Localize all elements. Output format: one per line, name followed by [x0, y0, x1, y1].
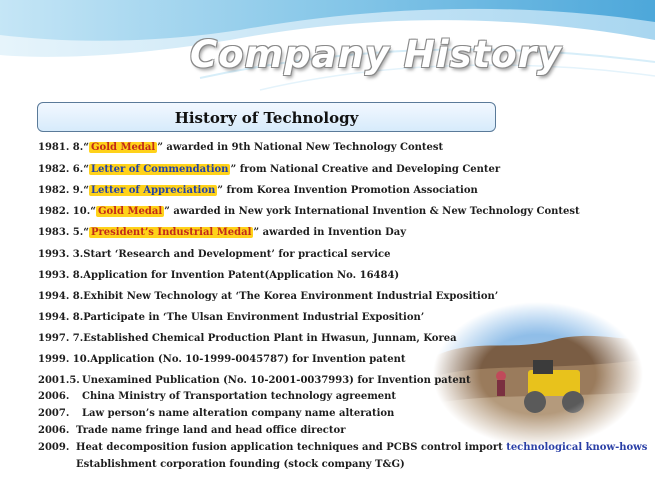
timeline-date: 2001.5.: [38, 375, 80, 386]
timeline-text: from National Creative and Developing Center: [236, 164, 501, 175]
timeline-text: from Korea Invention Promotion Association: [223, 185, 478, 196]
timeline-item: [38, 354, 406, 366]
timeline-item: 1982. 10.“ Gold Medal ” awarded in New york International Invention & New Technology Contest: [38, 206, 580, 217]
timeline-item: [38, 425, 345, 437]
timeline-date: 2006.: [38, 391, 70, 402]
timeline-item: [38, 291, 498, 303]
timeline-text: Exhibit New Technology at ‘The Korea Environment Industrial Exposition’: [83, 291, 499, 302]
timeline-item: [38, 333, 457, 345]
award-highlight: Gold Medal: [91, 142, 156, 153]
timeline-item: 1981. 8.“ Gold Medal ” awarded in 9th National New Technology Contest: [38, 142, 444, 153]
timeline-text: Start ‘Research and Development’ for practical service: [83, 249, 391, 260]
award-highlight: President’s Industrial Medal: [91, 227, 252, 238]
timeline-item: [38, 270, 399, 282]
timeline-date: 1982. 10.: [38, 206, 91, 217]
timeline-item: [38, 249, 391, 261]
timeline-item: [38, 408, 394, 420]
award-highlight: Gold Medal: [97, 206, 163, 217]
page-title: Company History: [190, 33, 563, 76]
award-highlight: Letter of Commendation: [91, 164, 229, 175]
timeline-text: awarded in New york International Invention & New Technology Contest: [169, 206, 580, 217]
timeline-item: [76, 459, 405, 471]
timeline-text: Law person’s name alteration company name alteration: [82, 408, 395, 419]
timeline-date: 1981. 8.: [38, 142, 84, 153]
timeline-item: [38, 442, 647, 454]
timeline-text: Participate in ‘The Ulsan Environment Industrial Exposition’: [83, 312, 425, 323]
award-highlight: Letter of Appreciation: [91, 185, 216, 196]
timeline-item: 1983. 5.“ President’s Industrial Medal ” awarded in Invention Day: [38, 227, 407, 238]
timeline-text: awarded in Invention Day: [259, 227, 407, 238]
timeline-text: Trade name fringe land and head office director: [76, 425, 346, 436]
timeline-text: Application for Invention Patent(Application No. 16484): [83, 270, 400, 281]
timeline-text: Established Chemical Production Plant in Hwasun, Junnam, Korea: [83, 333, 457, 344]
timeline-item: [38, 391, 396, 403]
timeline-text: Establishment corporation founding (stock company T&G): [76, 459, 405, 470]
timeline-date: 1997. 7.: [38, 333, 84, 344]
timeline-date: 2009.: [38, 442, 70, 453]
timeline-date: 1994. 8.: [38, 312, 84, 323]
timeline-text: Application (No. 10-1999-0045787) for Invention patent: [90, 354, 406, 365]
timeline-date: 2006.: [38, 425, 70, 436]
timeline-text: Unexamined Publication (No. 10-2001-0037993) for Invention patent: [82, 375, 471, 386]
timeline-text: Heat decomposition fusion application techniques and PCBS control import: [76, 442, 503, 453]
timeline-text-highlight: technological know-hows: [506, 442, 648, 453]
timeline-item: [38, 312, 424, 324]
timeline-item: 1982. 9.“ Letter of Appreciation ” from Korea Invention Promotion Association: [38, 185, 478, 196]
timeline-date: 1982. 6.: [38, 164, 84, 175]
timeline-date: 1982. 9.: [38, 185, 84, 196]
timeline-date: 1994. 8.: [38, 291, 84, 302]
timeline-item: [38, 375, 471, 387]
timeline-item: 1982. 6.“ Letter of Commendation ” from National Creative and Developing Center: [38, 164, 501, 175]
timeline-text: awarded in 9th National New Technology Contest: [162, 142, 444, 153]
timeline-text: China Ministry of Transportation technology agreement: [82, 391, 397, 402]
timeline-date: 1999. 10.: [38, 354, 91, 365]
timeline-date: 2007.: [38, 408, 70, 419]
section-title: History of Technology: [174, 109, 359, 127]
timeline-date: 1993. 8.: [38, 270, 84, 281]
timeline-date: 1983. 5.: [38, 227, 84, 238]
timeline-date: 1993. 3.: [38, 249, 84, 260]
